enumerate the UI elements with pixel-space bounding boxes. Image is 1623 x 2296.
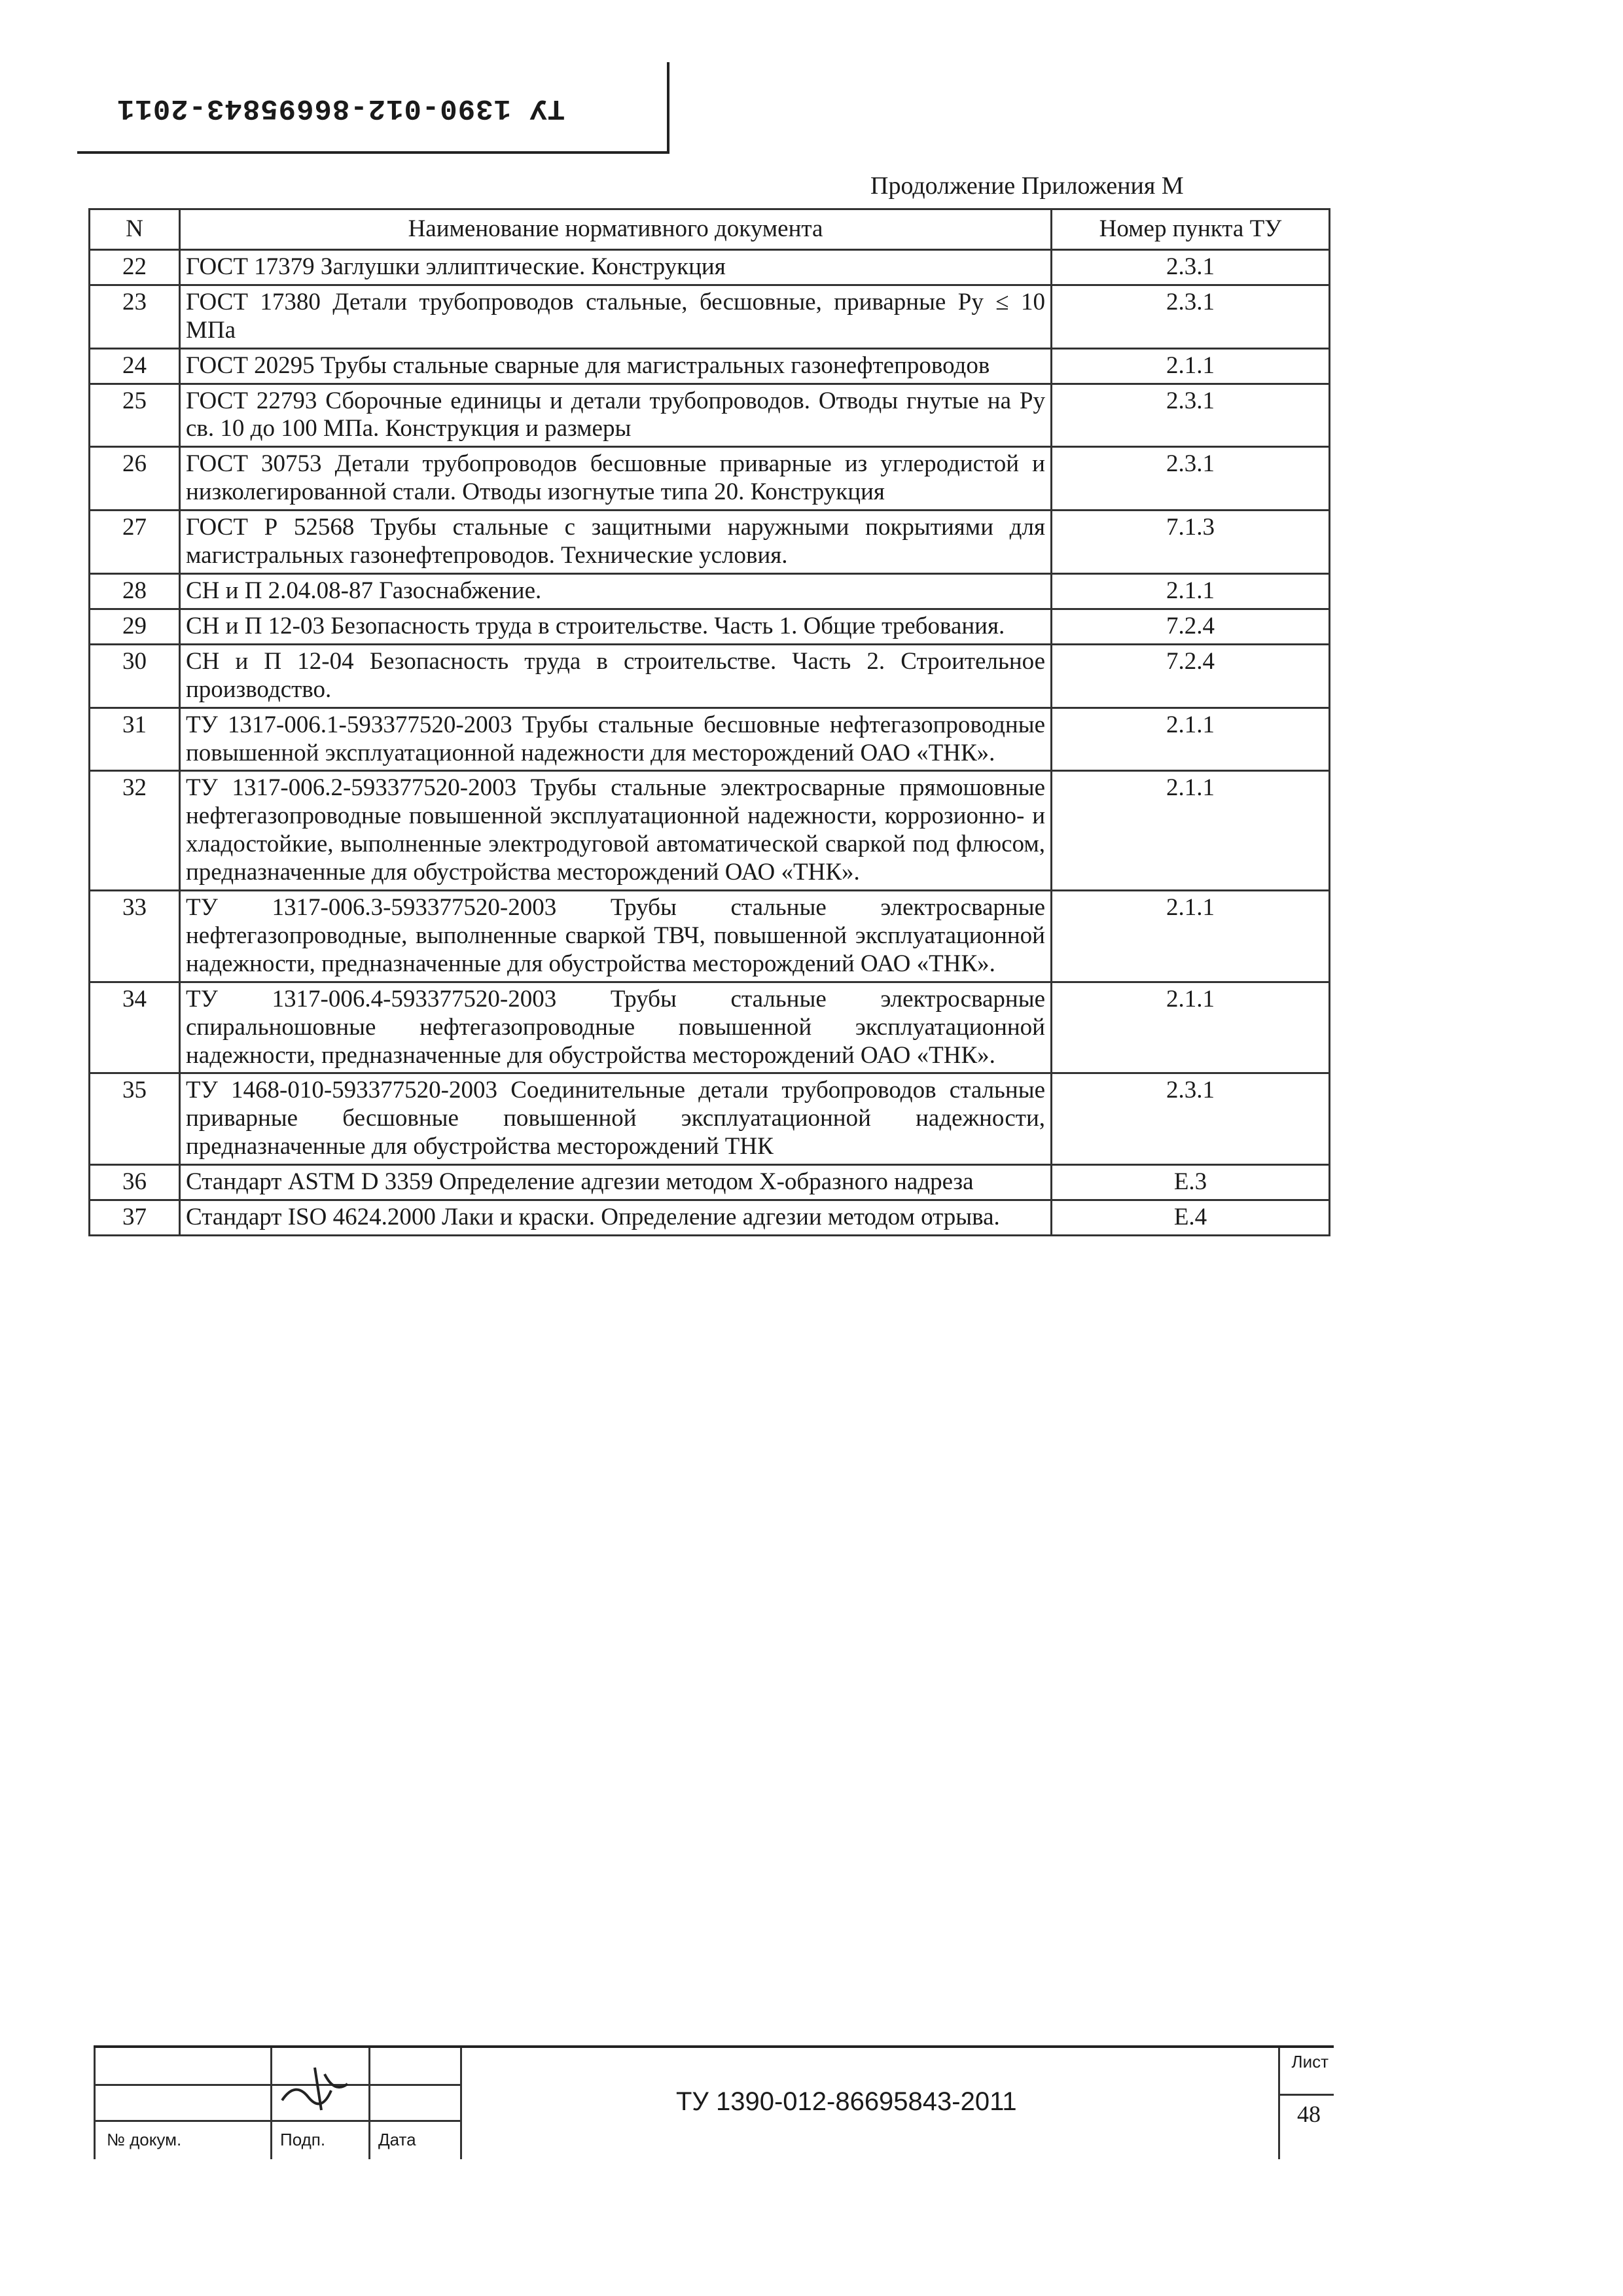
row-clause: 2.1.1 (1052, 891, 1330, 982)
row-clause: 7.1.3 (1052, 511, 1330, 574)
row-number: 28 (90, 573, 180, 609)
sheet-number: 48 (1297, 2101, 1321, 2127)
row-clause: 2.1.1 (1052, 771, 1330, 891)
row-document-name: ГОСТ 17380 Детали трубопроводов стальные, бесшовные, приварные Pу ≤ 10 МПа (180, 285, 1052, 348)
row-clause: 2.1.1 (1052, 708, 1330, 771)
row-document-name: ГОСТ Р 52568 Трубы стальные с защитными наружными покрытиями для магистральных газонефтепроводов. Технические условия. (180, 511, 1052, 574)
date-label: Дата (378, 2130, 416, 2149)
row-document-name: Стандарт ASTM D 3359 Определение адгезии методом X-образного надреза (180, 1165, 1052, 1200)
row-clause: 2.1.1 (1052, 982, 1330, 1073)
row-document-name: Стандарт ISO 4624.2000 Лаки и краски. Определение адгезии методом отрыва. (180, 1200, 1052, 1236)
table-header-row (90, 209, 1330, 250)
table-row (90, 447, 1330, 511)
title-block-rule (1278, 2094, 1334, 2096)
row-clause: 7.2.4 (1052, 609, 1330, 644)
table-row (90, 511, 1330, 574)
table-row (90, 982, 1330, 1073)
row-number: 34 (90, 982, 180, 1073)
header-document-name: Наименование нормативного документа (180, 209, 1052, 250)
row-clause: 2.3.1 (1052, 249, 1330, 285)
table-row (90, 1073, 1330, 1165)
title-block-rule (460, 2048, 462, 2159)
row-document-name: ГОСТ 20295 Трубы стальные сварные для магистральных газонефтепроводов (180, 348, 1052, 384)
table-row (90, 891, 1330, 982)
header-clause: Номер пункта ТУ (1052, 209, 1330, 250)
row-number: 29 (90, 609, 180, 644)
table-row (90, 1200, 1330, 1236)
table-row (90, 285, 1330, 348)
row-document-name: ГОСТ 17379 Заглушки эллиптические. Конструкция (180, 249, 1052, 285)
continuation-caption: Продолжение Приложения М (870, 172, 1184, 200)
row-document-name: ТУ 1317-006.3-593377520-2003 Трубы стальные электросварные нефтегазопроводные, выполненные сваркой ТВЧ, повышенной эксплуатационной надежности, предназначенные для обустройства месторождений ОАО «ТНК». (180, 891, 1052, 982)
table-row (90, 708, 1330, 771)
row-document-name: ГОСТ 30753 Детали трубопроводов бесшовные приварные из углеродистой и низколегированной стали. Отводы изогнутые типа 20. Конструкция (180, 447, 1052, 511)
row-clause: 2.3.1 (1052, 447, 1330, 511)
row-clause: 2.3.1 (1052, 285, 1330, 348)
row-number: 23 (90, 285, 180, 348)
row-number: 22 (90, 249, 180, 285)
table-row (90, 1165, 1330, 1200)
normative-documents-table (88, 208, 1330, 1236)
row-document-name: ТУ 1317-006.2-593377520-2003 Трубы стальные электросварные прямошовные нефтегазопроводные повышенной эксплуатационной надежности, коррозионно- и хладостойкие, выполненные электродуговой автоматической сваркой под флюсом, предназначенные для обустройства месторождений ОАО «ТНК». (180, 771, 1052, 891)
row-number: 26 (90, 447, 180, 511)
row-document-name: СН и П 12-04 Безопасность труда в строительстве. Часть 2. Строительное производство. (180, 644, 1052, 708)
row-number: 32 (90, 771, 180, 891)
table-row (90, 384, 1330, 447)
title-block-code: ТУ 1390-012-86695843-2011 (676, 2087, 1017, 2116)
row-clause: 7.2.4 (1052, 644, 1330, 708)
row-document-name: СН и П 12-03 Безопасность труда в строительстве. Часть 1. Общие требования. (180, 609, 1052, 644)
row-number: 25 (90, 384, 180, 447)
row-clause: 2.1.1 (1052, 573, 1330, 609)
stamp-code: ТУ 1390-012-86695843-2011 (116, 92, 565, 124)
doc-number-label: № докум. (107, 2130, 182, 2149)
row-number: 33 (90, 891, 180, 982)
row-clause: 2.3.1 (1052, 384, 1330, 447)
row-number: 31 (90, 708, 180, 771)
table-row (90, 644, 1330, 708)
header-number: N (90, 209, 180, 250)
header-stamp (77, 62, 669, 154)
table-row (90, 249, 1330, 285)
row-clause: 2.1.1 (1052, 348, 1330, 384)
row-clause: Е.4 (1052, 1200, 1330, 1236)
row-document-name: СН и П 2.04.08-87 Газоснабжение. (180, 573, 1052, 609)
row-document-name: ГОСТ 22793 Сборочные единицы и детали трубопроводов. Отводы гнутые на Pу св. 10 до 100 МПа. Конструкция и размеры (180, 384, 1052, 447)
table-row (90, 771, 1330, 891)
signature-label: Подп. (280, 2130, 326, 2149)
row-number: 37 (90, 1200, 180, 1236)
table-row (90, 573, 1330, 609)
signature (276, 2054, 354, 2120)
title-block (94, 2045, 1334, 2157)
table-body (90, 249, 1330, 1235)
row-number: 35 (90, 1073, 180, 1165)
title-block-rule (94, 2048, 96, 2159)
title-block-rule (270, 2048, 272, 2159)
row-document-name: ТУ 1317-006.1-593377520-2003 Трубы стальные бесшовные нефтегазопроводные повышенной эксплуатационной надежности для месторождений ОАО «ТНК». (180, 708, 1052, 771)
row-number: 30 (90, 644, 180, 708)
title-block-rule (368, 2048, 370, 2159)
row-document-name: ТУ 1317-006.4-593377520-2003 Трубы стальные электросварные спиральношовные нефтегазопроводные повышенной эксплуатационной надежности, предназначенные для обустройства месторождений ОАО «ТНК». (180, 982, 1052, 1073)
sheet-label: Лист (1291, 2052, 1329, 2072)
row-number: 24 (90, 348, 180, 384)
title-block-rule (1278, 2048, 1280, 2159)
row-clause: Е.3 (1052, 1165, 1330, 1200)
table-row (90, 609, 1330, 644)
row-number: 27 (90, 511, 180, 574)
table-row (90, 348, 1330, 384)
title-block-rule (94, 2120, 460, 2122)
row-clause: 2.3.1 (1052, 1073, 1330, 1165)
row-document-name: ТУ 1468-010-593377520-2003 Соединительные детали трубопроводов стальные приварные бесшовные повышенной эксплуатационной надежности, предназначенные для обустройства месторождений ТНК (180, 1073, 1052, 1165)
row-number: 36 (90, 1165, 180, 1200)
